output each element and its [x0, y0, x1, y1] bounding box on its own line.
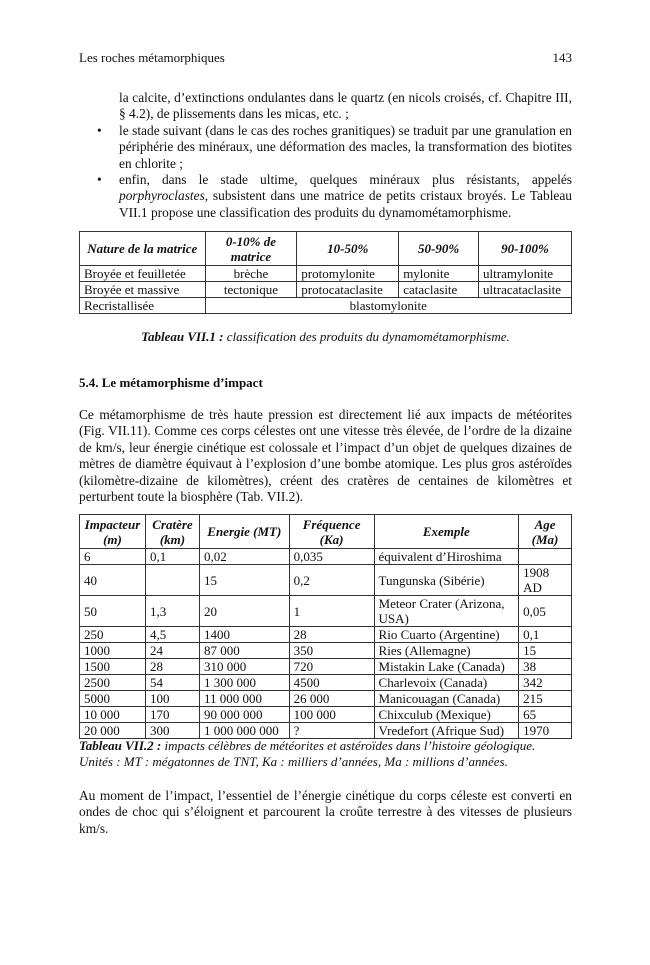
table-row [80, 675, 572, 691]
table-cell: Broyée et feuilletée [80, 266, 206, 282]
table-cell: 87 000 [199, 643, 289, 659]
table-cell: Charlevoix (Canada) [374, 675, 519, 691]
table-cell: 300 [145, 723, 199, 739]
table-cell: 4,5 [145, 627, 199, 643]
table-cell: 100 000 [289, 707, 374, 723]
table-header-cell: Energie (MT) [199, 515, 289, 549]
table-cell: 28 [289, 627, 374, 643]
table-cell [519, 549, 572, 565]
table-row [80, 627, 572, 643]
table-cell: Manicouagan (Canada) [374, 691, 519, 707]
table-row [80, 643, 572, 659]
table-header-cell: 50-90% [399, 232, 479, 266]
table-cell: tectonique [205, 282, 297, 298]
section-heading: 5.4. Le métamorphisme d’impact [79, 375, 263, 390]
table-cell: protomylonite [297, 266, 399, 282]
list-item-text: la calcite, d’extinctions ondulantes dans le quartz (en nicols croisés, cf. Chapitre III, § 4.2), de plissements dans les micas, etc. ; [119, 90, 572, 122]
table-cell: ultramylonite [479, 266, 572, 282]
bullet-icon: • [97, 172, 102, 188]
table-header-cell: Age (Ma) [519, 515, 572, 549]
table-cell: Recristallisée [80, 298, 206, 314]
table-cell: 250 [80, 627, 146, 643]
table-cell: Broyée et massive [80, 282, 206, 298]
table-cell: 1000 [80, 643, 146, 659]
table-header-row [80, 515, 572, 549]
table-cell: 26 000 [289, 691, 374, 707]
table-cell: Meteor Crater (Arizona, USA) [374, 596, 519, 627]
table-cell: 90 000 000 [199, 707, 289, 723]
table-cell: Chixculub (Mexique) [374, 707, 519, 723]
table-row [80, 282, 572, 298]
bullet-icon: • [97, 122, 102, 138]
table-cell: ? [289, 723, 374, 739]
table-caption [79, 329, 572, 345]
table-row [80, 549, 572, 565]
table-cell: 1 000 000 000 [199, 723, 289, 739]
table-cell: 100 [145, 691, 199, 707]
table-cell: 20 000 [80, 723, 146, 739]
table-header-cell: 90-100% [479, 232, 572, 266]
table-cell: 50 [80, 596, 146, 627]
table-cell: 1,3 [145, 596, 199, 627]
table-header-cell: Nature de la matrice [80, 232, 206, 266]
list-item [79, 90, 572, 123]
table-cell: 1500 [80, 659, 146, 675]
running-header-title: Les roches métamorphiques [79, 50, 225, 65]
table-cell: ultracataclasite [479, 282, 572, 298]
bullet-list [79, 90, 572, 221]
table-header-cell: Impacteur (m) [80, 515, 146, 549]
table-cell: Ries (Allemagne) [374, 643, 519, 659]
emphasized-term: porphyroclastes [119, 188, 205, 204]
table-cell: Rio Cuarto (Argentine) [374, 627, 519, 643]
table-cell: 342 [519, 675, 572, 691]
table-cell: 0,035 [289, 549, 374, 565]
table-row [80, 565, 572, 596]
table-cell: Tungunska (Sibérie) [374, 565, 519, 596]
table-header-row [80, 232, 572, 266]
table-cell: 15 [199, 565, 289, 596]
table-cell: 4500 [289, 675, 374, 691]
running-header [79, 50, 572, 68]
impacts-table [79, 514, 572, 739]
table-cell: cataclasite [399, 282, 479, 298]
table-cell: 720 [289, 659, 374, 675]
table-cell: équivalent d’Hiroshima [374, 549, 519, 565]
table-cell: 0,05 [519, 596, 572, 627]
table-cell: 28 [145, 659, 199, 675]
table-cell: 1908 AD [519, 565, 572, 596]
table-cell: 20 [199, 596, 289, 627]
table-caption [79, 738, 572, 771]
body-paragraph: Ce métamorphisme de très haute pression est directement lié aux impacts de météorites (Fig. VII.11). Comme ces corps célestes ont une vitesse très élevée, de l’ordre de la dizaine de km/s, leur énergie cinétique est colossale et l’impact d’un objet de quelques dizaines de mètres de diamètre équivaut à l’explosion d’une bombe atomique. Les plus gros astéroïdes (kilomètre-dizaine de kilomètres), créent des cratères de centaines de kilomètres et perturbent toute la biosphère (Tab. VII.2). [79, 407, 572, 505]
caption-label: Tableau VII.2 : [79, 738, 162, 753]
table-cell: 15 [519, 643, 572, 659]
table-cell: 40 [80, 565, 146, 596]
table-cell: 0,1 [145, 549, 199, 565]
table-header-cell: Cratère (km) [145, 515, 199, 549]
table-row [80, 596, 572, 627]
table-cell: protocataclasite [297, 282, 399, 298]
table-cell: 1 [289, 596, 374, 627]
caption-label: Tableau VII.1 : [141, 329, 224, 344]
table-cell: 0,2 [289, 565, 374, 596]
table-cell: 350 [289, 643, 374, 659]
list-item-text: enfin, dans le stade ultime, quelques minéraux plus résistants, appelés porphyroclastes, subsistent dans une matrice de petits cristaux broyés. Le Tableau VII.1 propose une classification des produits du dynamométamorphisme. [119, 172, 572, 220]
page-number: 143 [552, 50, 572, 65]
table-cell: brèche [205, 266, 297, 282]
body-paragraph: Au moment de l’impact, l’essentiel de l’énergie cinétique du corps céleste est converti en ondes de choc qui s’éloignent et parcourent la croûte terrestre à des vitesses de plusieurs km/s. [79, 788, 572, 836]
table-cell: mylonite [399, 266, 479, 282]
table-cell: 10 000 [80, 707, 146, 723]
table-cell: 310 000 [199, 659, 289, 675]
table-cell: 5000 [80, 691, 146, 707]
table-header-cell: 10-50% [297, 232, 399, 266]
table-row [80, 723, 572, 739]
table-cell: 54 [145, 675, 199, 691]
caption-text: impacts célèbres de météorites et astéroïdes dans l’histoire géologique. Unités : MT : mégatonnes de TNT, Ka : milliers d’années, Ma : millions d’années. [79, 738, 536, 770]
table-cell: 0,02 [199, 549, 289, 565]
table-cell [145, 565, 199, 596]
table-cell: 6 [80, 549, 146, 565]
table-cell: 24 [145, 643, 199, 659]
impacts-table-body [80, 549, 572, 739]
table-cell: 215 [519, 691, 572, 707]
table-row [80, 659, 572, 675]
table-cell: blastomylonite [205, 298, 571, 314]
table-cell: 170 [145, 707, 199, 723]
table-row [80, 691, 572, 707]
table-row [80, 707, 572, 723]
table-header-cell: Exemple [374, 515, 519, 549]
list-item [79, 123, 572, 172]
table-cell: 0,1 [519, 627, 572, 643]
table-cell: Mistakin Lake (Canada) [374, 659, 519, 675]
table-row [80, 266, 572, 282]
table-cell: 1970 [519, 723, 572, 739]
table-cell: 38 [519, 659, 572, 675]
table-row [80, 298, 572, 314]
list-item-text: le stade suivant (dans le cas des roches granitiques) se traduit par une granulation en périphérie des minéraux, une déformation des macles, la transformation des biotites en chlorite ; [119, 122, 572, 171]
table-cell: 1 300 000 [199, 675, 289, 691]
table-cell: 65 [519, 707, 572, 723]
table-cell: 11 000 000 [199, 691, 289, 707]
table-header-cell: Fréquence (Ka) [289, 515, 374, 549]
classification-table [79, 231, 572, 314]
table-cell: Vredefort (Afrique Sud) [374, 723, 519, 739]
caption-text: classification des produits du dynamométamorphisme. [223, 329, 510, 344]
table-header-cell: 0-10% de matrice [205, 232, 297, 266]
list-item [79, 172, 572, 221]
table-cell: 1400 [199, 627, 289, 643]
table-cell: 2500 [80, 675, 146, 691]
